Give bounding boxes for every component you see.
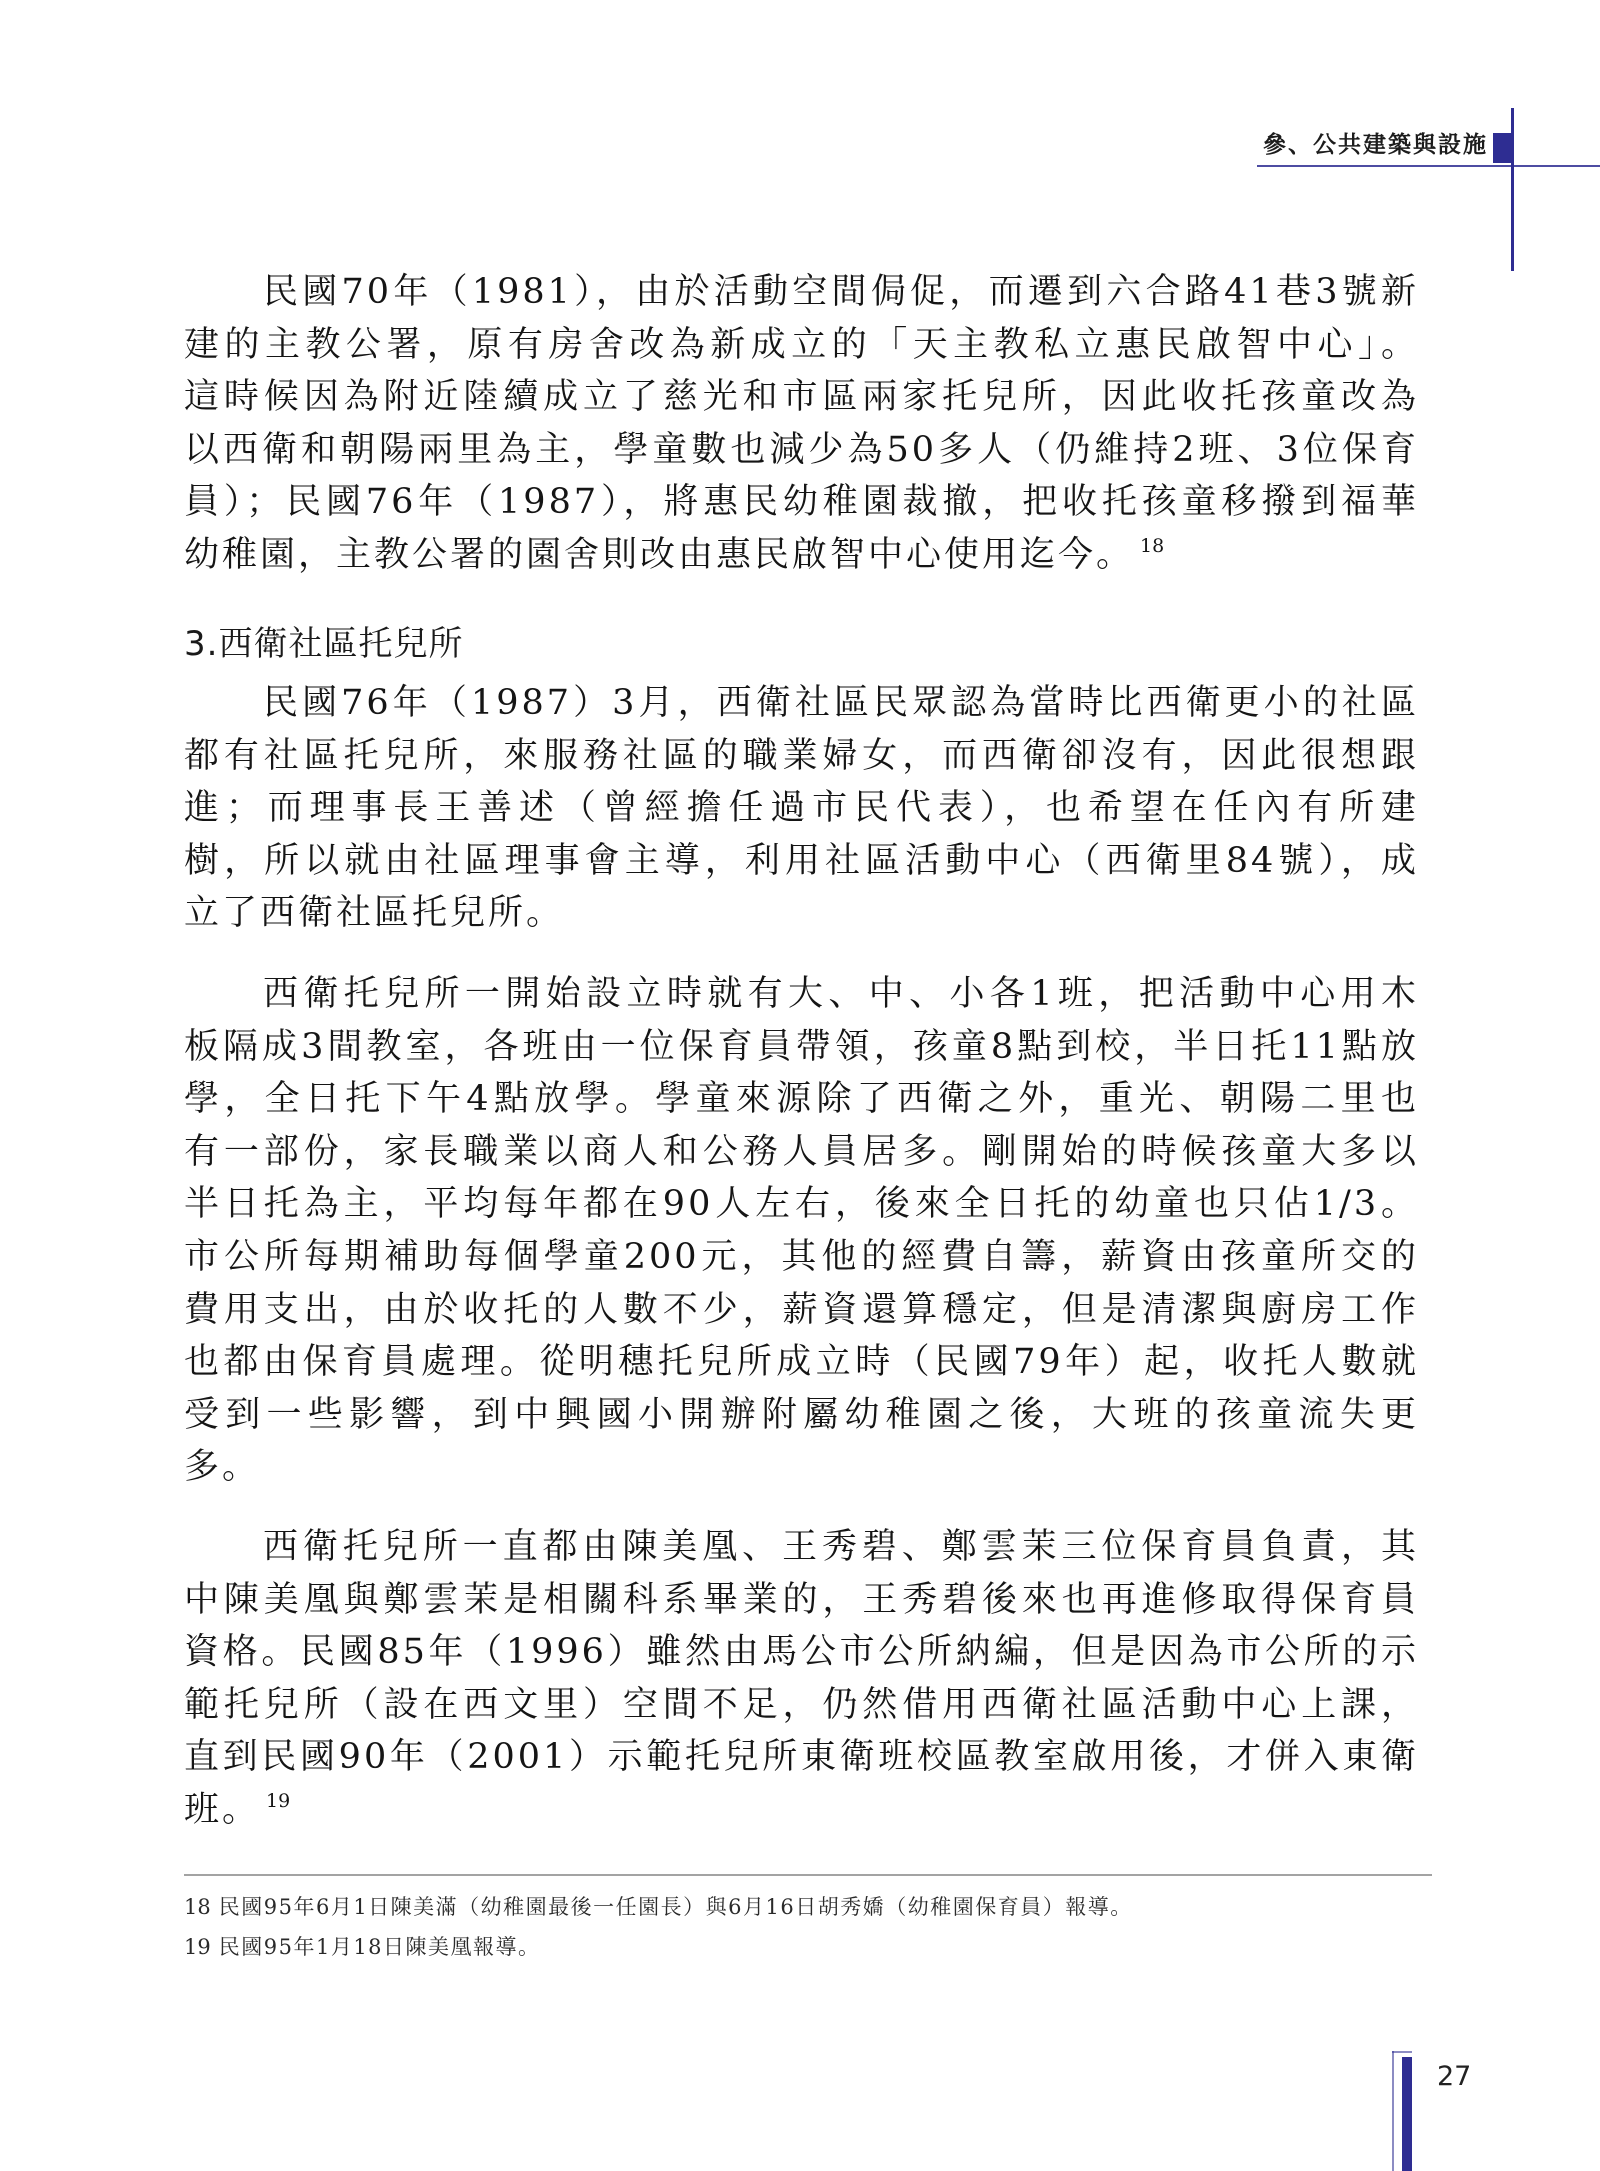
page-number: 27 xyxy=(1437,2061,1472,2092)
paragraph-line: 民國70年（1981），由於活動空間侷促，而遷到六合路41巷3號新 xyxy=(263,272,1419,312)
paragraph-line: 範托兒所（設在西文里）空間不足，仍然借用西衛社區活動中心上課， xyxy=(184,1684,1419,1725)
paragraph-line: 以西衛和朝陽兩里為主，學童數也減少為50多人（仍維持2班、3位保育 xyxy=(184,429,1419,470)
paragraph-line: 中陳美凰與鄭雲茉是相關科系畢業的，王秀碧後來也再進修取得保育員 xyxy=(184,1579,1419,1620)
paragraph-line: 進；而理事長王善述（曾經擔任過市民代表），也希望在任內有所建 xyxy=(184,788,1419,829)
footnote xyxy=(184,1893,1432,1921)
footnote xyxy=(184,1933,1432,1961)
paragraph-line: 半日托為主，平均每年都在90人左右，後來全日托的幼童也只佔1/3。 xyxy=(184,1184,1419,1225)
paragraph-line: 這時候因為附近陸續成立了慈光和市區兩家托兒所，因此收托孩童改為 xyxy=(184,377,1419,418)
paragraph-line: 有一部份，家長職業以商人和公務人員居多。剛開始的時候孩童大多以 xyxy=(184,1131,1419,1172)
footnote-reference: 18 xyxy=(1140,534,1165,557)
page-edge-thin-line xyxy=(1392,2051,1394,2171)
paragraph-line: 多。 xyxy=(184,1447,261,1488)
paragraph-line: 員）；民國76年（1987），將惠民幼稚園裁撤，把收托孩童移撥到福華 xyxy=(184,482,1419,523)
page-edge-bar xyxy=(1402,2057,1412,2171)
paragraph-line: 民國76年（1987）3月，西衛社區民眾認為當時比西衛更小的社區 xyxy=(263,683,1419,723)
paragraph-line: 學，全日托下午4點放學。學童來源除了西衛之外，重光、朝陽二里也 xyxy=(184,1079,1419,1120)
header-vertical-rule xyxy=(1511,108,1514,271)
paragraph-line xyxy=(184,1784,1419,1837)
page-edge-tick xyxy=(1392,2051,1412,2053)
paragraph-line: 建的主教公署，原有房舍改為新成立的「天主教私立惠民啟智中心」。 xyxy=(184,324,1419,365)
paragraph-1 xyxy=(184,266,1419,582)
paragraph-line: 板隔成3間教室，各班由一位保育員帶領，孩童8點到校，半日托11點放 xyxy=(184,1026,1419,1067)
paragraph-line: 西衛托兒所一直都由陳美凰、王秀碧、鄭雲茉三位保育員負責，其 xyxy=(263,1527,1419,1567)
paragraph-line: 直到民國90年（2001）示範托兒所東衛班校區教室啟用後，才併入東衛 xyxy=(184,1737,1419,1778)
paragraph-line: 市公所每期補助每個學童200元，其他的經費自籌，薪資由孩童所交的 xyxy=(184,1236,1419,1277)
paragraph-line-text: 班。 xyxy=(184,1789,261,1830)
paragraph-3 xyxy=(184,968,1419,1494)
paragraph-line xyxy=(184,529,1419,582)
footnote-number: 18 xyxy=(184,1895,211,1919)
footnote-rule xyxy=(184,1874,1432,1876)
paragraph-line: 都有社區托兒所，來服務社區的職業婦女，而西衛卻沒有，因此很想跟 xyxy=(184,735,1419,776)
paragraph-4 xyxy=(184,1521,1419,1837)
paragraph-line-text: 幼稚園，主教公署的園舍則改由惠民啟智中心使用迄今。 xyxy=(184,534,1135,575)
paragraph-line: 立了西衛社區托兒所。 xyxy=(184,893,565,934)
paragraph-line: 資格。民國85年（1996）雖然由馬公市公所納編，但是因為市公所的示 xyxy=(184,1632,1419,1673)
paragraph-line: 樹，所以就由社區理事會主導，利用社區活動中心（西衛里84號），成 xyxy=(184,840,1419,881)
paragraph-line: 也都由保育員處理。從明穗托兒所成立時（民國79年）起，收托人數就 xyxy=(184,1342,1419,1383)
paragraph-line: 西衛托兒所一開始設立時就有大、中、小各1班，把活動中心用木 xyxy=(263,974,1419,1014)
paragraph-2 xyxy=(184,677,1419,940)
paragraph-line: 受到一些影響，到中興國小開辦附屬幼稚園之後，大班的孩童流失更 xyxy=(184,1394,1419,1435)
footnote-number: 19 xyxy=(184,1935,211,1959)
section-heading: 3.西衛社區托兒所 xyxy=(184,624,464,664)
paragraph-line: 費用支出，由於收托的人數不少，薪資還算穩定，但是清潔與廚房工作 xyxy=(184,1289,1419,1330)
footnote-text: 民國95年1月18日陳美凰報導。 xyxy=(218,1935,541,1959)
footnote-reference: 19 xyxy=(266,1789,291,1812)
running-header-title: 參、公共建築與設施 xyxy=(1263,131,1488,158)
header-marker-square xyxy=(1493,133,1511,163)
footnote-text: 民國95年6月1日陳美滿（幼稚園最後一任園長）與6月16日胡秀嬌（幼稚園保育員）報導。 xyxy=(218,1895,1133,1919)
header-horizontal-rule xyxy=(1257,165,1600,167)
